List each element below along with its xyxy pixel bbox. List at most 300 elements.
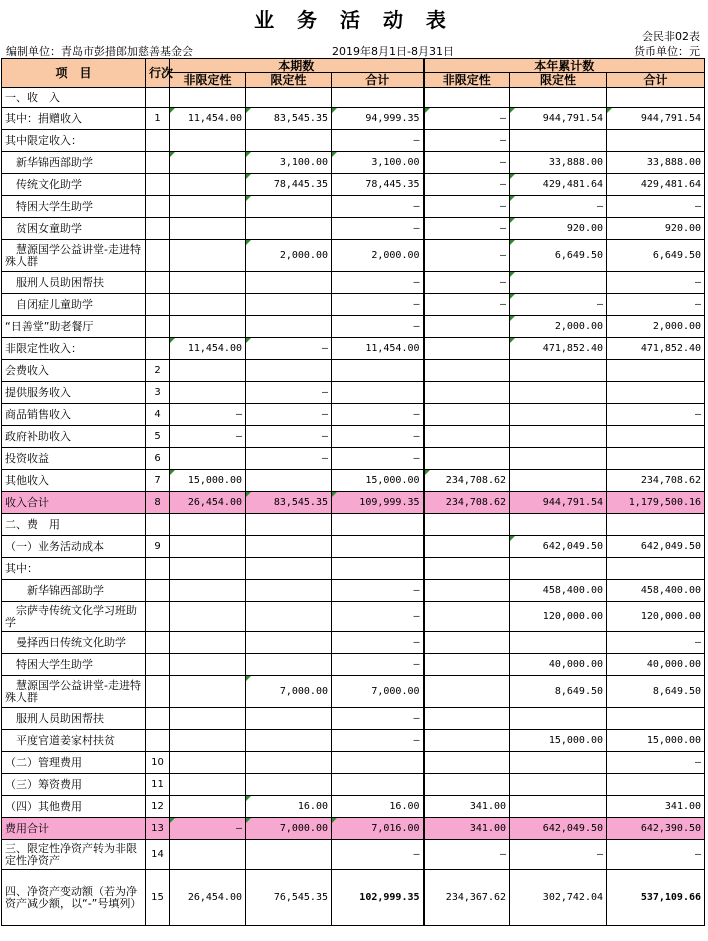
report-title: 业 务 活 动 表 (254, 8, 454, 32)
value-cell: 341.00 (607, 796, 705, 818)
header-ytd-restricted: 限定性 (510, 73, 607, 88)
value-cell (424, 730, 510, 752)
value-cell: 102,999.35 (332, 870, 424, 926)
value-cell (170, 360, 246, 382)
value-cell (170, 580, 246, 602)
value-cell: 302,742.04 (510, 870, 607, 926)
value-cell (170, 558, 246, 580)
row-line-no (146, 602, 170, 632)
table-row (2, 492, 705, 514)
value-cell (510, 130, 607, 152)
value-cell: 78,445.35 (246, 174, 332, 196)
table-row (2, 426, 705, 448)
value-cell (332, 558, 424, 580)
header-cur-restricted: 限定性 (246, 73, 332, 88)
row-line-no (146, 130, 170, 152)
value-cell: 6,649.50 (607, 240, 705, 272)
table-body (2, 88, 705, 926)
value-cell: – (170, 404, 246, 426)
row-label: 其中限定收入： (2, 130, 146, 152)
value-cell: – (424, 108, 510, 130)
table-row (2, 196, 705, 218)
value-cell (170, 294, 246, 316)
value-cell: – (424, 152, 510, 174)
value-cell: 109,999.35 (332, 492, 424, 514)
value-cell (332, 752, 424, 774)
value-cell: 83,545.35 (246, 108, 332, 130)
row-label: 新华锦西部助学 (2, 580, 146, 602)
row-line-no: 4 (146, 404, 170, 426)
header-ytd-unrestricted: 非限定性 (424, 73, 510, 88)
value-cell (424, 514, 510, 536)
value-cell (170, 174, 246, 196)
value-cell (424, 580, 510, 602)
value-cell (510, 774, 607, 796)
value-cell: 429,481.64 (607, 174, 705, 196)
table-row (2, 404, 705, 426)
row-label: 慧源国学公益讲堂-走进特殊人群 (2, 676, 146, 708)
value-cell: 15,000.00 (607, 730, 705, 752)
value-cell: – (170, 426, 246, 448)
row-line-no (146, 632, 170, 654)
header-line-no: 行次 (146, 59, 170, 88)
value-cell (424, 632, 510, 654)
table-row (2, 272, 705, 294)
value-cell (424, 426, 510, 448)
header-current-period: 本期数 (170, 59, 424, 73)
value-cell: – (332, 580, 424, 602)
row-line-no: 5 (146, 426, 170, 448)
value-cell: 11,454.00 (170, 338, 246, 360)
value-cell: 944,791.54 (607, 108, 705, 130)
row-label: 三、限定性净资产转为非限定性净资产 (2, 840, 146, 870)
header-row-1 (2, 59, 705, 73)
value-cell: 2,000.00 (332, 240, 424, 272)
value-cell: 920.00 (607, 218, 705, 240)
table-row (2, 870, 705, 926)
row-label: 政府补助收入 (2, 426, 146, 448)
table-row (2, 174, 705, 196)
row-label: 其中： (2, 558, 146, 580)
table-row (2, 654, 705, 676)
value-cell: – (246, 338, 332, 360)
value-cell: – (332, 708, 424, 730)
row-line-no (146, 196, 170, 218)
row-line-no (146, 316, 170, 338)
value-cell: – (424, 240, 510, 272)
row-line-no (146, 708, 170, 730)
value-cell (246, 360, 332, 382)
value-cell: – (332, 602, 424, 632)
value-cell (246, 536, 332, 558)
table-row (2, 218, 705, 240)
table-row (2, 240, 705, 272)
row-label: 一、收 入 (2, 88, 146, 108)
currency-unit: 货币单位：元 (634, 45, 700, 58)
row-label: 贫困女童助学 (2, 218, 146, 240)
table-row (2, 558, 705, 580)
value-cell: 2,000.00 (607, 316, 705, 338)
value-cell (170, 316, 246, 338)
table-row (2, 708, 705, 730)
value-cell: 429,481.64 (510, 174, 607, 196)
value-cell (607, 130, 705, 152)
value-cell (246, 632, 332, 654)
value-cell (170, 514, 246, 536)
value-cell (170, 840, 246, 870)
row-line-no: 14 (146, 840, 170, 870)
value-cell (424, 88, 510, 108)
value-cell (246, 272, 332, 294)
value-cell: 16.00 (246, 796, 332, 818)
value-cell (246, 218, 332, 240)
value-cell (170, 130, 246, 152)
header-cur-unrestricted: 非限定性 (170, 73, 246, 88)
value-cell (332, 774, 424, 796)
row-line-no (146, 558, 170, 580)
value-cell (170, 152, 246, 174)
value-cell (510, 426, 607, 448)
row-label: 费用合计 (2, 818, 146, 840)
table-row (2, 382, 705, 404)
value-cell: 234,708.62 (424, 470, 510, 492)
table-row (2, 470, 705, 492)
value-cell: – (332, 654, 424, 676)
row-label: 宗萨寺传统文化学习班助学 (2, 602, 146, 632)
value-cell (510, 404, 607, 426)
value-cell: – (424, 196, 510, 218)
value-cell: – (607, 752, 705, 774)
row-line-no (146, 730, 170, 752)
row-label: 服刑人员助困帮扶 (2, 708, 146, 730)
value-cell (424, 752, 510, 774)
value-cell (424, 360, 510, 382)
row-line-no: 10 (146, 752, 170, 774)
value-cell (510, 796, 607, 818)
value-cell: 341.00 (424, 818, 510, 840)
value-cell: – (332, 294, 424, 316)
value-cell: 3,100.00 (246, 152, 332, 174)
value-cell (246, 558, 332, 580)
value-cell (246, 294, 332, 316)
value-cell: 15,000.00 (510, 730, 607, 752)
value-cell: – (607, 294, 705, 316)
activity-table (1, 58, 705, 926)
value-cell (510, 382, 607, 404)
row-line-no (146, 338, 170, 360)
value-cell: – (332, 632, 424, 654)
value-cell: – (607, 196, 705, 218)
value-cell: – (332, 316, 424, 338)
table-row (2, 536, 705, 558)
value-cell (246, 602, 332, 632)
value-cell: – (332, 448, 424, 470)
value-cell: 16.00 (332, 796, 424, 818)
row-line-no (146, 580, 170, 602)
value-cell: – (332, 730, 424, 752)
row-label: （三）筹资费用 (2, 774, 146, 796)
value-cell (246, 840, 332, 870)
table-row (2, 360, 705, 382)
value-cell (170, 272, 246, 294)
value-cell (510, 88, 607, 108)
value-cell (246, 514, 332, 536)
row-label: 特困大学生助学 (2, 196, 146, 218)
value-cell: 120,000.00 (510, 602, 607, 632)
value-cell (424, 602, 510, 632)
value-cell (170, 730, 246, 752)
header-ytd-total: 合计 (607, 73, 705, 88)
value-cell (510, 514, 607, 536)
row-line-no (146, 240, 170, 272)
value-cell: – (332, 130, 424, 152)
value-cell: 944,791.54 (510, 492, 607, 514)
value-cell (607, 708, 705, 730)
table-row (2, 840, 705, 870)
value-cell (607, 514, 705, 536)
value-cell: 94,999.35 (332, 108, 424, 130)
row-line-no (146, 294, 170, 316)
row-label: 特困大学生助学 (2, 654, 146, 676)
row-line-no: 7 (146, 470, 170, 492)
value-cell (246, 130, 332, 152)
value-cell (332, 536, 424, 558)
value-cell: 40,000.00 (607, 654, 705, 676)
value-cell (424, 774, 510, 796)
value-cell (424, 676, 510, 708)
value-cell: 7,000.00 (246, 818, 332, 840)
value-cell: 1,179,500.16 (607, 492, 705, 514)
value-cell: – (424, 840, 510, 870)
value-cell (510, 360, 607, 382)
row-line-no: 8 (146, 492, 170, 514)
value-cell (424, 404, 510, 426)
value-cell (170, 536, 246, 558)
row-label: “日善堂”助老餐厅 (2, 316, 146, 338)
value-cell (510, 558, 607, 580)
value-cell: – (246, 426, 332, 448)
value-cell (510, 470, 607, 492)
row-label: （四）其他费用 (2, 796, 146, 818)
value-cell: 40,000.00 (510, 654, 607, 676)
value-cell (170, 196, 246, 218)
value-cell: 341.00 (424, 796, 510, 818)
value-cell: – (607, 272, 705, 294)
row-line-no (146, 174, 170, 196)
row-label: 其他收入 (2, 470, 146, 492)
value-cell (332, 382, 424, 404)
value-cell: 458,400.00 (510, 580, 607, 602)
value-cell (170, 240, 246, 272)
row-line-no: 15 (146, 870, 170, 926)
value-cell (246, 580, 332, 602)
value-cell (170, 752, 246, 774)
value-cell (607, 448, 705, 470)
value-cell: 78,445.35 (332, 174, 424, 196)
table-row (2, 88, 705, 108)
value-cell: – (424, 130, 510, 152)
value-cell (246, 752, 332, 774)
row-line-no: 1 (146, 108, 170, 130)
value-cell: 642,049.50 (510, 818, 607, 840)
table-row (2, 818, 705, 840)
value-cell (510, 632, 607, 654)
value-cell (170, 382, 246, 404)
value-cell (607, 382, 705, 404)
table-row (2, 752, 705, 774)
value-cell (424, 448, 510, 470)
row-line-no: 2 (146, 360, 170, 382)
value-cell (510, 272, 607, 294)
value-cell (424, 708, 510, 730)
header-ytd: 本年累计数 (424, 59, 705, 73)
value-cell (424, 558, 510, 580)
value-cell: – (332, 272, 424, 294)
value-cell (510, 708, 607, 730)
value-cell: 8,649.50 (510, 676, 607, 708)
value-cell (170, 796, 246, 818)
value-cell (332, 514, 424, 536)
value-cell: – (246, 448, 332, 470)
row-label: 慧源国学公益讲堂-走进特殊人群 (2, 240, 146, 272)
value-cell: 3,100.00 (332, 152, 424, 174)
row-line-no: 13 (146, 818, 170, 840)
value-cell: 234,367.62 (424, 870, 510, 926)
header-cur-total: 合计 (332, 73, 424, 88)
row-line-no (146, 152, 170, 174)
value-cell: – (607, 632, 705, 654)
value-cell: 642,390.50 (607, 818, 705, 840)
row-line-no: 6 (146, 448, 170, 470)
row-line-no: 12 (146, 796, 170, 818)
row-line-no: 11 (146, 774, 170, 796)
value-cell: 471,852.40 (607, 338, 705, 360)
row-label: 曼择西日传统文化助学 (2, 632, 146, 654)
value-cell: – (332, 196, 424, 218)
value-cell (246, 708, 332, 730)
row-label: 非限定性收入： (2, 338, 146, 360)
value-cell: 33,888.00 (510, 152, 607, 174)
row-label: 服刑人员助困帮扶 (2, 272, 146, 294)
value-cell (170, 708, 246, 730)
value-cell (170, 654, 246, 676)
value-cell (424, 316, 510, 338)
table-row (2, 730, 705, 752)
table-row (2, 130, 705, 152)
table-row (2, 448, 705, 470)
value-cell (246, 654, 332, 676)
value-cell (246, 470, 332, 492)
value-cell (332, 88, 424, 108)
row-label: 提供服务收入 (2, 382, 146, 404)
value-cell: 2,000.00 (510, 316, 607, 338)
row-line-no (146, 272, 170, 294)
value-cell (170, 602, 246, 632)
value-cell: 2,000.00 (246, 240, 332, 272)
value-cell: 11,454.00 (170, 108, 246, 130)
value-cell (170, 448, 246, 470)
form-code: 会民非02表 (642, 30, 700, 43)
value-cell: 15,000.00 (170, 470, 246, 492)
row-label: 二、费 用 (2, 514, 146, 536)
value-cell: – (246, 382, 332, 404)
value-cell: – (424, 174, 510, 196)
value-cell: 944,791.54 (510, 108, 607, 130)
value-cell (607, 426, 705, 448)
value-cell: 26,454.00 (170, 492, 246, 514)
value-cell: – (332, 218, 424, 240)
value-cell: 15,000.00 (332, 470, 424, 492)
value-cell (607, 774, 705, 796)
row-line-no (146, 218, 170, 240)
value-cell: – (510, 294, 607, 316)
value-cell: 642,049.50 (510, 536, 607, 558)
value-cell: 471,852.40 (510, 338, 607, 360)
row-line-no: 3 (146, 382, 170, 404)
table-row (2, 152, 705, 174)
value-cell (510, 448, 607, 470)
value-cell (607, 558, 705, 580)
value-cell: 26,454.00 (170, 870, 246, 926)
value-cell (170, 218, 246, 240)
value-cell (170, 676, 246, 708)
row-label: 收入合计 (2, 492, 146, 514)
table-row (2, 338, 705, 360)
table-row (2, 796, 705, 818)
row-line-no (146, 88, 170, 108)
value-cell: – (607, 840, 705, 870)
value-cell (424, 338, 510, 360)
table-row (2, 632, 705, 654)
value-cell: – (424, 294, 510, 316)
table-row (2, 774, 705, 796)
row-label: （一）业务活动成本 (2, 536, 146, 558)
table-row (2, 676, 705, 708)
row-label: 平度官道姜家村扶贫 (2, 730, 146, 752)
value-cell: 7,016.00 (332, 818, 424, 840)
value-cell: 537,109.66 (607, 870, 705, 926)
value-cell (170, 774, 246, 796)
value-cell (170, 632, 246, 654)
header-item: 项 目 (2, 59, 146, 88)
value-cell (246, 196, 332, 218)
value-cell (246, 730, 332, 752)
row-label: 传统文化助学 (2, 174, 146, 196)
value-cell (246, 316, 332, 338)
value-cell: – (246, 404, 332, 426)
value-cell (424, 654, 510, 676)
value-cell: 458,400.00 (607, 580, 705, 602)
value-cell (170, 88, 246, 108)
value-cell: 6,649.50 (510, 240, 607, 272)
value-cell: 234,708.62 (607, 470, 705, 492)
value-cell: 83,545.35 (246, 492, 332, 514)
value-cell (510, 752, 607, 774)
row-line-no (146, 514, 170, 536)
value-cell (246, 88, 332, 108)
value-cell: – (607, 404, 705, 426)
value-cell (424, 536, 510, 558)
value-cell: 11,454.00 (332, 338, 424, 360)
value-cell: – (332, 840, 424, 870)
row-label: 四、净资产变动额（若为净资产减少额，以“-”号填列） (2, 870, 146, 926)
value-cell: 33,888.00 (607, 152, 705, 174)
value-cell (246, 774, 332, 796)
value-cell: 920.00 (510, 218, 607, 240)
row-label: （二）管理费用 (2, 752, 146, 774)
value-cell: 8,649.50 (607, 676, 705, 708)
row-label: 其中：捐赠收入 (2, 108, 146, 130)
